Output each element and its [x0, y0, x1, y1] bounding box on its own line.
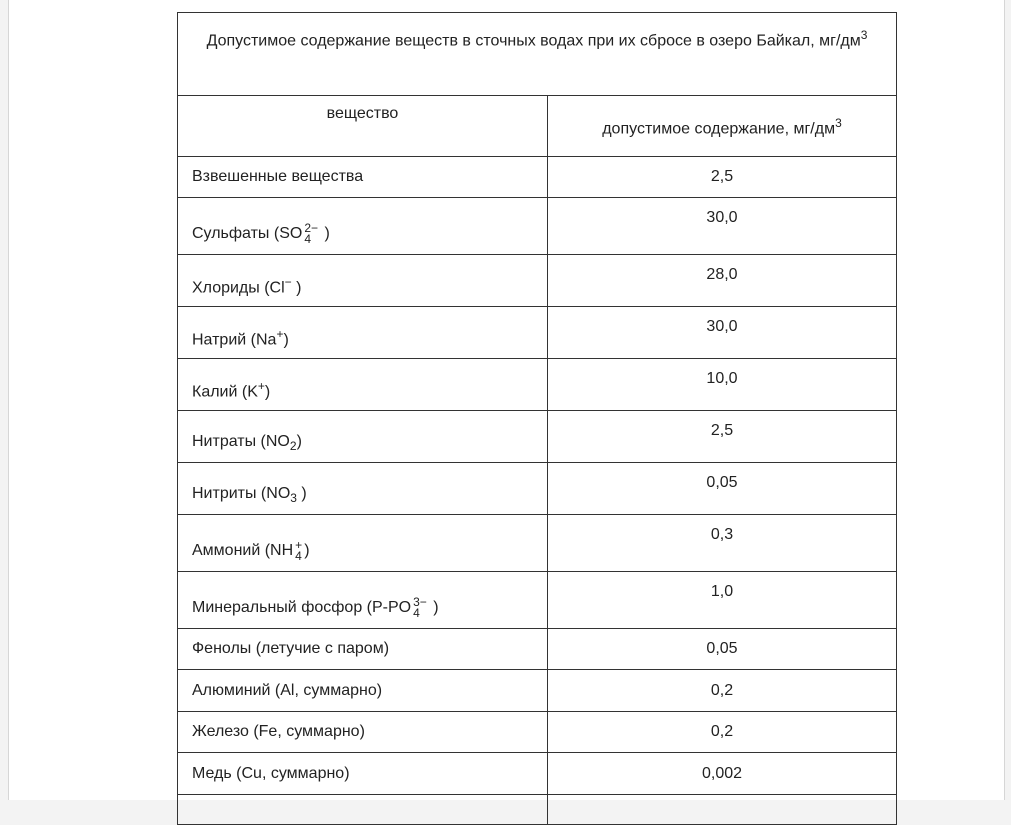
table-caption-sup: 3	[860, 28, 868, 42]
discharge-limits-table	[177, 12, 897, 825]
header-limit-sup: 3	[835, 116, 842, 130]
value-text: 0,3	[710, 526, 734, 543]
name-tail: )	[296, 432, 302, 450]
substance-name	[178, 515, 548, 572]
substance-name	[178, 670, 548, 712]
table-row	[178, 572, 897, 629]
limit-value	[548, 198, 897, 255]
ion-index: 4	[304, 232, 311, 246]
header-substance	[178, 96, 548, 157]
document-page	[8, 0, 1005, 800]
header-limit-text: допустимое содержание, мг/дм	[602, 120, 836, 138]
name-tail: )	[304, 542, 310, 560]
substance-name	[178, 359, 548, 411]
ion-index: 2	[289, 439, 297, 453]
substance-name	[178, 753, 548, 795]
name-tail: )	[291, 279, 302, 296]
name-text: Калий (K	[192, 383, 258, 400]
table-row	[178, 307, 897, 359]
empty-cell	[548, 795, 897, 825]
ion-charge: 2−	[304, 221, 318, 235]
limit-value	[548, 572, 897, 629]
table-row	[178, 629, 897, 670]
limit-value	[548, 670, 897, 712]
limit-value	[548, 411, 897, 463]
ion-notation	[413, 597, 427, 619]
value-text: 0,05	[706, 474, 738, 491]
table-row	[178, 359, 897, 411]
substance-name	[178, 712, 548, 753]
name-text: Взвешенные вещества	[192, 168, 364, 185]
name-text: Минеральный фосфор (P-PO	[192, 599, 412, 617]
ion-charge: +	[257, 378, 265, 393]
value-text: 2,5	[710, 168, 734, 185]
ion-charge: 3−	[413, 595, 427, 609]
limit-value	[548, 463, 897, 515]
table-row	[178, 198, 897, 255]
substance-name	[178, 572, 548, 629]
value-text: 10,0	[706, 370, 738, 387]
table-row	[178, 515, 897, 572]
substance-name	[178, 198, 548, 255]
limit-value	[548, 753, 897, 795]
substance-name	[178, 629, 548, 670]
table-row	[178, 411, 897, 463]
table-caption-text: Допустимое содержание веществ в сточных водах при их сбросе в озеро Байкал, мг/дм	[206, 32, 861, 50]
name-text: Алюминий (Al, суммарно)	[192, 681, 383, 699]
name-text: Фенолы (летучие с паром)	[192, 640, 390, 657]
value-text: 0,05	[706, 640, 738, 657]
name-text: Медь (Cu, суммарно)	[192, 764, 350, 782]
name-tail: )	[320, 225, 330, 243]
value-text: 0,2	[710, 723, 734, 740]
limit-value	[548, 629, 897, 670]
ion-notation	[295, 540, 302, 562]
ion-charge: −	[284, 274, 292, 289]
name-text: Нитриты (NO	[192, 484, 291, 502]
table-row	[178, 255, 897, 307]
name-text: Железо (Fe, суммарно)	[192, 723, 365, 740]
substance-name	[178, 411, 548, 463]
substance-name	[178, 307, 548, 359]
value-text: 28,0	[706, 266, 738, 283]
limit-value	[548, 157, 897, 198]
header-limit	[548, 96, 897, 157]
name-tail: )	[428, 599, 439, 617]
name-text: Натрий (Na	[192, 331, 277, 348]
value-text: 30,0	[706, 318, 738, 335]
limit-value	[548, 515, 897, 572]
table-caption-row	[178, 13, 897, 96]
name-tail: )	[283, 331, 289, 348]
name-text: Аммоний (NH	[192, 542, 294, 560]
table-row	[178, 712, 897, 753]
ion-index: 4	[413, 606, 420, 620]
ion-index: 3	[290, 491, 297, 505]
table-row-cut	[178, 795, 897, 825]
value-text: 30,0	[706, 209, 738, 226]
limit-value	[548, 307, 897, 359]
substance-name	[178, 157, 548, 198]
limit-value	[548, 255, 897, 307]
name-text: Нитраты (NO	[192, 432, 290, 450]
value-text: 2,5	[710, 422, 734, 439]
value-text: 0,002	[701, 764, 743, 782]
name-tail: )	[296, 484, 307, 502]
table-row	[178, 670, 897, 712]
ion-notation	[304, 223, 318, 245]
name-tail: )	[264, 383, 271, 400]
ion-index: 4	[295, 549, 302, 563]
name-text: Сульфаты (SO	[192, 225, 303, 243]
table-row	[178, 753, 897, 795]
table-row	[178, 463, 897, 515]
ion-charge: +	[295, 538, 303, 552]
limit-value	[548, 359, 897, 411]
table-caption	[178, 13, 897, 96]
header-substance-text: вещество	[326, 105, 399, 122]
substance-name	[178, 255, 548, 307]
limit-value	[548, 712, 897, 753]
name-text: Хлориды (Cl	[192, 279, 285, 296]
substance-name	[178, 463, 548, 515]
value-text: 1,0	[710, 583, 734, 600]
ion-charge: +	[276, 326, 284, 341]
value-text: 0,2	[710, 681, 734, 699]
empty-cell	[178, 795, 548, 825]
table-header-row	[178, 96, 897, 157]
table-row	[178, 157, 897, 198]
